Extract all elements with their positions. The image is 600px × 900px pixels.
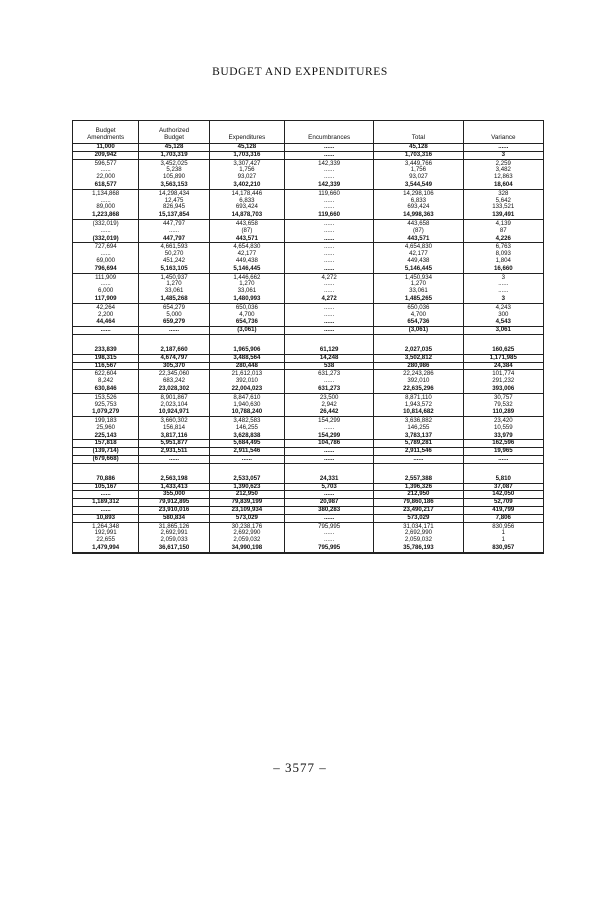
- encumbrances-cell: 154,299: [284, 433, 373, 440]
- encumbrances-cell: 14,248: [284, 354, 373, 362]
- amendments-cell: ......: [73, 491, 139, 499]
- amendments-cell: 111,909 ...... 6,000: [95, 273, 117, 295]
- amendments-cell: 727,694 ...... 69,000: [94, 243, 117, 264]
- authorized-cell: 22,345,060 683,242: [139, 370, 210, 386]
- total-cell: 654,736: [374, 319, 463, 326]
- variance-cell: 110,289: [463, 409, 543, 416]
- table-row-subtotal: [73, 448, 543, 456]
- table-row-subtotal: [73, 545, 543, 552]
- table-row-subtotal: [73, 507, 543, 515]
- variance-cell: 23,420 10,559: [463, 417, 543, 433]
- total-cell: 1,450,934 1,270 33,061: [374, 273, 463, 296]
- authorized-cell: 5,163,105: [139, 266, 210, 273]
- column-header-variance: Variance: [463, 121, 543, 144]
- amendments-cell: 44,464: [73, 319, 139, 326]
- encumbrances-cell: ......: [284, 236, 373, 243]
- column-header-expenditures: Expenditures: [209, 121, 284, 144]
- variance-cell: 30,757 79,532: [463, 393, 543, 409]
- budget-table-frame: [72, 120, 544, 554]
- total-cell: 3,783,137: [374, 433, 463, 440]
- table-row: [73, 417, 543, 433]
- encumbrances-cell: 104,786: [284, 440, 373, 448]
- expenditures-cell: 2,911,546: [209, 448, 284, 456]
- variance-cell: 16,660: [463, 266, 543, 273]
- encumbrances-cell: 5,703: [284, 483, 373, 491]
- expenditures-cell: 4,654,830 42,177 449,438: [209, 243, 284, 266]
- table-row-subtotal: [73, 296, 543, 303]
- variance-cell: ......: [463, 144, 543, 152]
- table-row: [73, 219, 543, 235]
- table-row-subtotal: [73, 347, 543, 354]
- variance-cell: 33,979: [463, 433, 543, 440]
- authorized-cell: 4,674,797: [139, 354, 210, 362]
- authorized-cell: 1,485,268: [139, 296, 210, 303]
- amendments-cell: 198,315: [73, 354, 139, 362]
- variance-cell: 4,243 300: [463, 303, 543, 319]
- variance-cell: 18,604: [463, 182, 543, 189]
- table-row-subtotal: [73, 327, 543, 335]
- total-cell: 2,027,035: [374, 347, 463, 354]
- authorized-cell: 4,661,593 50,270 451,242: [139, 243, 210, 266]
- amendments-cell: 1,079,279: [73, 409, 139, 416]
- encumbrances-cell: 119,660: [284, 212, 373, 219]
- encumbrances-cell: 142,339 ...... ......: [284, 159, 373, 182]
- total-cell: 1,485,265: [374, 296, 463, 303]
- variance-cell: 419,799: [463, 507, 543, 515]
- table-row: [73, 189, 543, 212]
- encumbrances-cell: 795,995: [284, 545, 373, 552]
- total-cell: 2,911,546: [374, 448, 463, 456]
- table-row-subtotal: [73, 491, 543, 499]
- amendments-cell: 116,567: [73, 362, 139, 370]
- expenditures-cell: [209, 463, 284, 476]
- table-row: [73, 393, 543, 409]
- variance-cell: 5,810: [463, 476, 543, 483]
- amendments-cell: (332,019): [73, 236, 139, 243]
- variance-cell: 37,087: [463, 483, 543, 491]
- total-cell: 79,860,186: [374, 499, 463, 507]
- table-row: [73, 243, 543, 266]
- expenditures-cell: 8,847,610 1,940,630: [209, 393, 284, 409]
- amendments-cell: 596,577 ...... 22,000: [94, 159, 117, 181]
- variance-cell: 101,774 291,232: [463, 370, 543, 386]
- variance-cell: 162,596: [463, 440, 543, 448]
- table-row: [73, 159, 543, 182]
- expenditures-cell: 22,004,023: [209, 386, 284, 393]
- expenditures-cell: 1,703,316: [209, 151, 284, 159]
- encumbrances-cell: 20,987: [284, 499, 373, 507]
- authorized-cell: 31,865,126 2,692,991 2,059,033: [139, 522, 210, 545]
- amendments-cell: 42,264 2,200: [96, 303, 115, 318]
- expenditures-cell: 212,950: [209, 491, 284, 499]
- authorized-cell: 1,450,937 1,270 33,061: [139, 273, 210, 296]
- encumbrances-cell: ......: [284, 491, 373, 499]
- encumbrances-cell: ......: [284, 144, 373, 152]
- total-cell: 2,557,388: [374, 476, 463, 483]
- total-cell: 14,998,363: [374, 212, 463, 219]
- column-header-authorized-budget: Authorized Budget: [139, 121, 210, 144]
- amendments-cell: 1,264,348 192,991 22,655: [92, 522, 120, 544]
- authorized-cell: 447,797: [139, 236, 210, 243]
- expenditures-cell: 1,446,662 1,270 33,061: [209, 273, 284, 296]
- total-cell: 31,034,171 2,692,990 2,059,032: [374, 522, 463, 545]
- total-cell: 4,654,830 42,177 449,438: [374, 243, 463, 266]
- authorized-cell: 3,817,116: [139, 433, 210, 440]
- encumbrances-cell: ......: [284, 319, 373, 326]
- expenditures-cell: 280,448: [209, 362, 284, 370]
- encumbrances-cell: ...... ......: [284, 303, 373, 319]
- encumbrances-cell: ......: [284, 266, 373, 273]
- authorized-cell: 3,660,302 156,814: [139, 417, 210, 433]
- encumbrances-cell: ...... ...... ......: [284, 243, 373, 266]
- total-cell: 23,490,217: [374, 507, 463, 515]
- table-row-subtotal: [73, 182, 543, 189]
- amendments-cell: (679,668): [73, 456, 139, 464]
- expenditures-cell: 3,488,564: [209, 354, 284, 362]
- authorized-cell: 447,797 ......: [139, 219, 210, 235]
- encumbrances-cell: [284, 463, 373, 476]
- table-row-subtotal: [73, 409, 543, 416]
- encumbrances-cell: ......: [284, 151, 373, 159]
- authorized-cell: ......: [139, 456, 210, 464]
- expenditures-cell: 30,238,176 2,692,990 2,059,032: [209, 522, 284, 545]
- encumbrances-cell: ...... ......: [284, 219, 373, 235]
- expenditures-cell: 650,036 4,700: [209, 303, 284, 319]
- table-row-subtotal: [73, 144, 543, 152]
- expenditures-cell: 14,878,703: [209, 212, 284, 219]
- authorized-cell: 2,187,660: [139, 347, 210, 354]
- table-row-subtotal: [73, 236, 543, 243]
- expenditures-cell: 5,146,445: [209, 266, 284, 273]
- total-cell: 14,298,106 6,833 693,424: [374, 189, 463, 212]
- authorized-cell: 14,298,434 12,475 826,945: [139, 189, 210, 212]
- variance-cell: 139,491: [463, 212, 543, 219]
- encumbrances-cell: 26,442: [284, 409, 373, 416]
- authorized-cell: 2,931,511: [139, 448, 210, 456]
- variance-cell: 4,139 87: [463, 219, 543, 235]
- encumbrances-cell: 154,299 ......: [284, 417, 373, 433]
- authorized-cell: 23,910,016: [139, 507, 210, 515]
- variance-cell: ......: [463, 456, 543, 464]
- authorized-cell: 305,370: [139, 362, 210, 370]
- authorized-cell: 654,279 5,000: [139, 303, 210, 319]
- variance-cell: 24,384: [463, 362, 543, 370]
- expenditures-cell: 1,390,623: [209, 483, 284, 491]
- expenditures-cell: 3,628,838: [209, 433, 284, 440]
- expenditures-cell: 23,109,934: [209, 507, 284, 515]
- amendments-cell: 199,183 25,960: [94, 417, 117, 431]
- total-cell: 5,789,281: [374, 440, 463, 448]
- authorized-cell: 36,617,150: [139, 545, 210, 552]
- encumbrances-cell: 538: [284, 362, 373, 370]
- expenditures-cell: 443,571: [209, 236, 284, 243]
- total-cell: 280,986: [374, 362, 463, 370]
- column-header-budget-amendments: Budget Amendments: [73, 121, 139, 144]
- amendments-cell: 117,909: [73, 296, 139, 303]
- expenditures-cell: (3,061): [209, 327, 284, 335]
- amendments-cell: 105,167: [73, 483, 139, 491]
- variance-cell: 4,543: [463, 319, 543, 326]
- authorized-cell: [139, 463, 210, 476]
- variance-cell: 3,061: [463, 327, 543, 335]
- encumbrances-cell: 4,272: [284, 296, 373, 303]
- table-row-spacer: [73, 334, 543, 347]
- expenditures-cell: 79,839,199: [209, 499, 284, 507]
- amendments-cell: (332,019) ......: [92, 219, 119, 234]
- variance-cell: 3 ...... ......: [463, 273, 543, 296]
- variance-cell: 4,226: [463, 236, 543, 243]
- total-cell: 3,449,766 1,756 93,027: [374, 159, 463, 182]
- expenditures-cell: 654,736: [209, 319, 284, 326]
- variance-cell: 2,259 3,482 12,863: [463, 159, 543, 182]
- table-row-subtotal: [73, 212, 543, 219]
- encumbrances-cell: 795,995 ...... ......: [284, 522, 373, 545]
- column-header-encumbrances: Encumbrances: [284, 121, 373, 144]
- authorized-cell: 1,703,319: [139, 151, 210, 159]
- authorized-cell: 8,901,867 2,023,104: [139, 393, 210, 409]
- table-row-subtotal: [73, 151, 543, 159]
- total-cell: 22,243,286 392,010: [374, 370, 463, 386]
- amendments-cell: 618,577: [73, 182, 139, 189]
- expenditures-cell: ......: [209, 456, 284, 464]
- authorized-cell: 79,912,895: [139, 499, 210, 507]
- amendments-cell: 11,000: [73, 144, 139, 152]
- amendments-cell: 622,604 8,242: [94, 370, 117, 385]
- table-row-subtotal: [73, 483, 543, 491]
- amendments-cell: 796,694: [73, 266, 139, 273]
- authorized-cell: 1,433,413: [139, 483, 210, 491]
- total-cell: 35,786,193: [374, 545, 463, 552]
- encumbrances-cell: 119,660 ...... ......: [284, 189, 373, 212]
- expenditures-cell: 10,788,240: [209, 409, 284, 416]
- encumbrances-cell: ......: [284, 448, 373, 456]
- expenditures-cell: 2,533,057: [209, 476, 284, 483]
- expenditures-cell: 1,480,993: [209, 296, 284, 303]
- total-cell: 10,814,682: [374, 409, 463, 416]
- authorized-cell: 659,279: [139, 319, 210, 326]
- table-row-subtotal: [73, 440, 543, 448]
- encumbrances-cell: 61,129: [284, 347, 373, 354]
- total-cell: [374, 463, 463, 476]
- total-cell: 3,502,812: [374, 354, 463, 362]
- encumbrances-cell: 380,283: [284, 507, 373, 515]
- amendments-cell: ......: [73, 327, 139, 335]
- total-cell: 8,871,110 1,943,572: [374, 393, 463, 409]
- expenditures-cell: 573,029: [209, 514, 284, 522]
- total-cell: 3,544,549: [374, 182, 463, 189]
- expenditures-cell: 5,684,495: [209, 440, 284, 448]
- authorized-cell: 2,563,198: [139, 476, 210, 483]
- total-cell: 45,128: [374, 144, 463, 152]
- amendments-cell: 70,886: [73, 476, 139, 483]
- table-row-subtotal: [73, 476, 543, 483]
- amendments-cell: 1,189,312: [73, 499, 139, 507]
- expenditures-cell: 45,128: [209, 144, 284, 152]
- expenditures-cell: 1,965,906: [209, 347, 284, 354]
- authorized-cell: 45,128: [139, 144, 210, 152]
- table-row-subtotal: [73, 433, 543, 440]
- table-row: [73, 370, 543, 386]
- table-row: [73, 303, 543, 319]
- budget-table: [73, 121, 543, 553]
- total-cell: 573,029: [374, 514, 463, 522]
- table-row-subtotal: [73, 319, 543, 326]
- table-row-subtotal: [73, 354, 543, 362]
- authorized-cell: 23,028,302: [139, 386, 210, 393]
- amendments-cell: 225,143: [73, 433, 139, 440]
- variance-cell: 6,763 8,093 1,804: [463, 243, 543, 266]
- expenditures-cell: 3,402,210: [209, 182, 284, 189]
- table-row-subtotal: [73, 456, 543, 464]
- column-header-total: Total: [374, 121, 463, 144]
- authorized-cell: 3,563,153: [139, 182, 210, 189]
- encumbrances-cell: ......: [284, 514, 373, 522]
- variance-cell: 7,806: [463, 514, 543, 522]
- authorized-cell: 15,137,854: [139, 212, 210, 219]
- amendments-cell: 1,134,868 ...... 89,000: [92, 189, 120, 211]
- encumbrances-cell: 24,331: [284, 476, 373, 483]
- amendments-cell: 153,526 925,753: [94, 393, 117, 408]
- total-cell: 443,571: [374, 236, 463, 243]
- table-row-subtotal: [73, 386, 543, 393]
- expenditures-cell: 443,658 (87): [209, 219, 284, 235]
- encumbrances-cell: 631,273 ......: [284, 370, 373, 386]
- table-row-subtotal: [73, 514, 543, 522]
- expenditures-cell: 34,990,198: [209, 545, 284, 552]
- amendments-cell: 1,223,868: [73, 212, 139, 219]
- table-row-spacer: [73, 463, 543, 476]
- authorized-cell: 355,000: [139, 491, 210, 499]
- amendments-cell: 209,942: [73, 151, 139, 159]
- encumbrances-cell: 142,339: [284, 182, 373, 189]
- variance-cell: 3: [463, 296, 543, 303]
- authorized-cell: 10,924,971: [139, 409, 210, 416]
- encumbrances-cell: 631,273: [284, 386, 373, 393]
- page-number: – 3577 –: [273, 760, 327, 775]
- encumbrances-cell: 4,272 ...... ......: [284, 273, 373, 296]
- encumbrances-cell: ......: [284, 456, 373, 464]
- authorized-cell: 3,452,025 5,238 105,890: [139, 159, 210, 182]
- total-cell: 5,146,445: [374, 266, 463, 273]
- total-cell: 3,636,882 146,255: [374, 417, 463, 433]
- amendments-cell: 630,846: [73, 386, 139, 393]
- table-row: [73, 273, 543, 296]
- expenditures-cell: 3,482,583 146,255: [209, 417, 284, 433]
- amendments-cell: 1,479,994: [73, 545, 139, 552]
- variance-cell: 142,050: [463, 491, 543, 499]
- variance-cell: 328 5,642 133,521: [463, 189, 543, 212]
- amendments-cell: 233,839: [73, 347, 139, 354]
- expenditures-cell: 14,178,446 6,833 693,424: [209, 189, 284, 212]
- amendments-cell: (139,714): [73, 448, 139, 456]
- total-cell: 650,036 4,700: [374, 303, 463, 319]
- table-row-subtotal: [73, 362, 543, 370]
- table-row-subtotal: [73, 499, 543, 507]
- authorized-cell: 5,951,877: [139, 440, 210, 448]
- variance-cell: 1,171,985: [463, 354, 543, 362]
- amendments-cell: [73, 463, 139, 476]
- variance-cell: 830,956 1 1: [463, 522, 543, 545]
- amendments-cell: ......: [73, 507, 139, 515]
- total-cell: 1,703,316: [374, 151, 463, 159]
- variance-cell: 393,006: [463, 386, 543, 393]
- table-body: [73, 144, 543, 553]
- expenditures-cell: 21,612,013 392,010: [209, 370, 284, 386]
- page-heading: BUDGET AND EXPENDITURES: [212, 66, 388, 78]
- total-cell: 1,396,326: [374, 483, 463, 491]
- table-header-row: [73, 121, 543, 144]
- variance-cell: 52,709: [463, 499, 543, 507]
- variance-cell: 160,625: [463, 347, 543, 354]
- encumbrances-cell: ......: [284, 327, 373, 335]
- amendments-cell: 10,893: [73, 514, 139, 522]
- table-row-subtotal: [73, 266, 543, 273]
- authorized-cell: 580,834: [139, 514, 210, 522]
- table-row: [73, 522, 543, 545]
- variance-cell: [463, 463, 543, 476]
- authorized-cell: ......: [139, 327, 210, 335]
- total-cell: (3,061): [374, 327, 463, 335]
- total-cell: 22,635,296: [374, 386, 463, 393]
- variance-cell: 830,957: [463, 545, 543, 552]
- variance-cell: 19,965: [463, 448, 543, 456]
- total-cell: 443,658 (87): [374, 219, 463, 235]
- total-cell: ......: [374, 456, 463, 464]
- expenditures-cell: 3,307,427 1,756 93,027: [209, 159, 284, 182]
- encumbrances-cell: 23,500 2,942: [284, 393, 373, 409]
- variance-cell: 3: [463, 151, 543, 159]
- amendments-cell: 157,818: [73, 440, 139, 448]
- total-cell: 212,950: [374, 491, 463, 499]
